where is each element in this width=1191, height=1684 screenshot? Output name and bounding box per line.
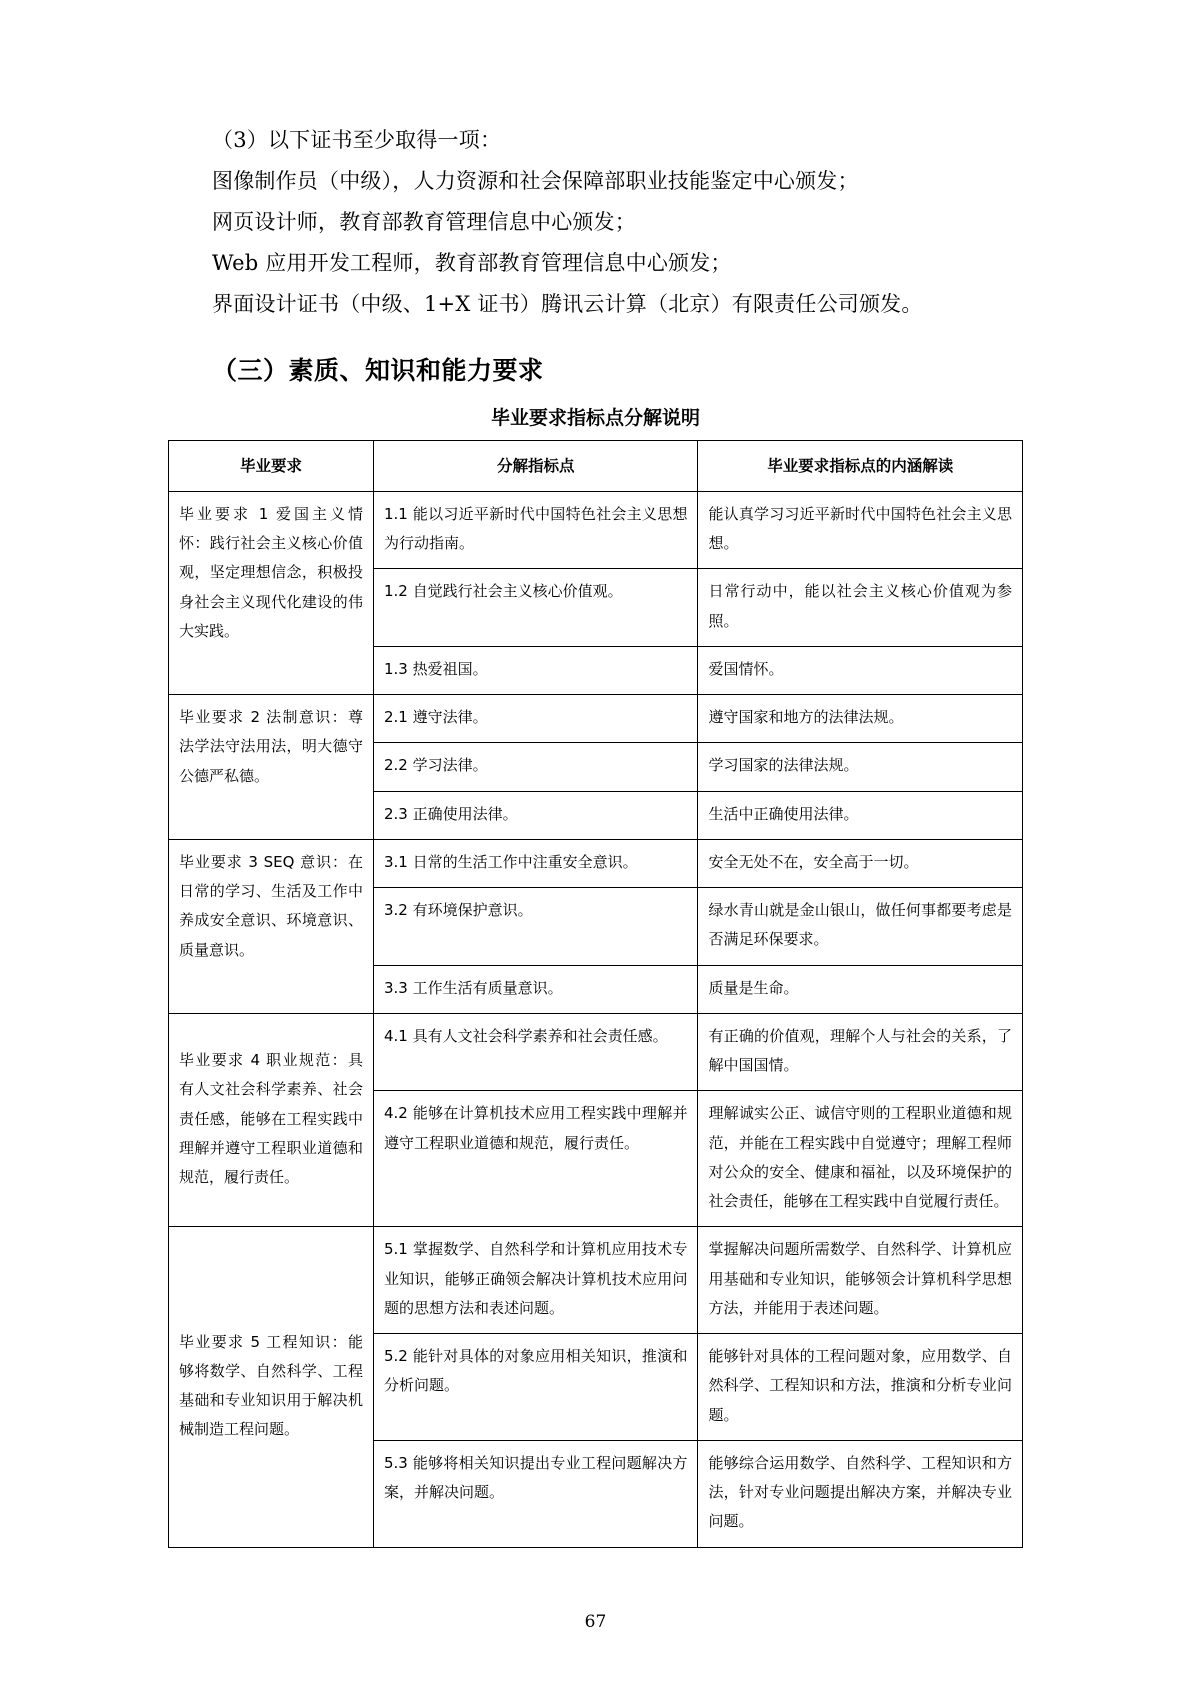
interpretation-cell: 能够综合运用数学、自然科学、工程知识和方法，针对专业问题提出解决方案，并解决专业问题。	[698, 1440, 1023, 1547]
requirement-cell: 毕业要求 2 法制意识：尊法学法守法用法，明大德守公德严私德。	[169, 695, 374, 840]
interpretation-cell: 掌握解决问题所需数学、自然科学、计算机应用基础和专业知识，能够领会计算机科学思想方法，并能用于表述问题。	[698, 1227, 1023, 1334]
indicator-cell: 2.1 遵守法律。	[373, 695, 698, 743]
indicator-cell: 4.2 能够在计算机技术应用工程实践中理解并遵守工程职业道德和规范，履行责任。	[373, 1091, 698, 1227]
interpretation-cell: 能认真学习习近平新时代中国特色社会主义思想。	[698, 491, 1023, 569]
interpretation-cell: 安全无处不在，安全高于一切。	[698, 839, 1023, 887]
table-row	[169, 491, 1023, 569]
paragraph-certificate-1: 图像制作员（中级），人力资源和社会保障部职业技能鉴定中心颁发；	[212, 168, 859, 193]
column-header-interpretation: 毕业要求指标点的内涵解读	[698, 440, 1023, 491]
paragraph-certificate-2: 网页设计师，教育部教育管理信息中心颁发；	[212, 209, 636, 234]
interpretation-cell: 质量是生命。	[698, 965, 1023, 1013]
table-row	[169, 695, 1023, 743]
interpretation-cell: 理解诚实公正、诚信守则的工程职业道德和规范，并能在工程实践中自觉遵守；理解工程师对公众的安全、健康和福祉，以及环境保护的社会责任，能够在工程实践中自觉履行责任。	[698, 1091, 1023, 1227]
interpretation-cell: 学习国家的法律法规。	[698, 743, 1023, 791]
indicator-cell: 3.3 工作生活有质量意识。	[373, 965, 698, 1013]
indicator-cell: 3.1 日常的生活工作中注重安全意识。	[373, 839, 698, 887]
indicator-cell: 3.2 有环境保护意识。	[373, 888, 698, 966]
interpretation-cell: 生活中正确使用法律。	[698, 791, 1023, 839]
paragraph-certificate-3: Web 应用开发工程师，教育部教育管理信息中心颁发；	[212, 250, 732, 275]
requirement-cell: 毕业要求 5 工程知识：能够将数学、自然科学、工程基础和专业知识用于解决机械制造工程问题。	[169, 1227, 374, 1547]
interpretation-cell: 日常行动中，能以社会主义核心价值观为参照。	[698, 569, 1023, 647]
column-header-indicator: 分解指标点	[373, 440, 698, 491]
indicator-cell: 4.1 具有人文社会科学素养和社会责任感。	[373, 1013, 698, 1091]
requirement-cell: 毕业要求 1 爱国主义情怀：践行社会主义核心价值观，坚定理想信念，积极投身社会主义现代化建设的伟大实践。	[169, 491, 374, 694]
interpretation-cell: 能够针对具体的工程问题对象，应用数学、自然科学、工程知识和方法，推演和分析专业问题。	[698, 1334, 1023, 1441]
table-row	[169, 1013, 1023, 1091]
graduation-requirements-table	[168, 440, 1023, 1548]
indicator-cell: 1.3 热爱祖国。	[373, 646, 698, 694]
indicator-cell: 5.1 掌握数学、自然科学和计算机应用技术专业知识，能够正确领会解决计算机技术应用问题的思想方法和表述问题。	[373, 1227, 698, 1334]
indicator-cell: 1.2 自觉践行社会主义核心价值观。	[373, 569, 698, 647]
table-row	[169, 1227, 1023, 1334]
interpretation-cell: 有正确的价值观，理解个人与社会的关系，了解中国国情。	[698, 1013, 1023, 1091]
section-heading: （三）素质、知识和能力要求	[212, 355, 544, 385]
paragraph-certificate-intro: （3）以下证书至少取得一项：	[212, 128, 502, 152]
indicator-cell: 5.3 能够将相关知识提出专业工程问题解决方案，并解决问题。	[373, 1440, 698, 1547]
paragraph-certificate-4: 界面设计证书（中级、1+X 证书）腾讯云计算（北京）有限责任公司颁发。	[212, 291, 923, 316]
requirement-cell: 毕业要求 3 SEQ 意识：在日常的学习、生活及工作中养成安全意识、环境意识、质量意识。	[169, 839, 374, 1013]
requirement-cell: 毕业要求 4 职业规范：具有人文社会科学素养、社会责任感，能够在工程实践中理解并遵守工程职业道德和规范，履行责任。	[169, 1013, 374, 1227]
interpretation-cell: 遵守国家和地方的法律法规。	[698, 695, 1023, 743]
indicator-cell: 2.2 学习法律。	[373, 743, 698, 791]
table-row	[169, 839, 1023, 887]
indicator-cell: 5.2 能针对具体的对象应用相关知识，推演和分析问题。	[373, 1334, 698, 1441]
page-number: 67	[584, 1612, 607, 1632]
column-header-requirement: 毕业要求	[169, 440, 374, 491]
indicator-cell: 2.3 正确使用法律。	[373, 791, 698, 839]
interpretation-cell: 爱国情怀。	[698, 646, 1023, 694]
table-title: 毕业要求指标点分解说明	[490, 406, 700, 429]
indicator-cell: 1.1 能以习近平新时代中国特色社会主义思想为行动指南。	[373, 491, 698, 569]
table-header-row	[169, 440, 1023, 491]
interpretation-cell: 绿水青山就是金山银山，做任何事都要考虑是否满足环保要求。	[698, 888, 1023, 966]
